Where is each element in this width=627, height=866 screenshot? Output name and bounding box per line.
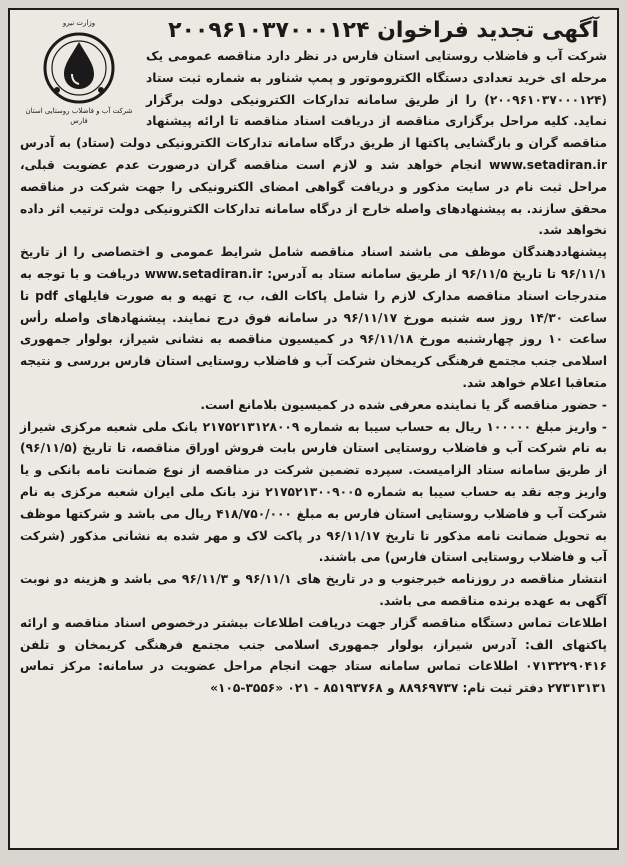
company-logo xyxy=(20,18,138,126)
advertisement-content xyxy=(10,10,617,700)
publication-paragraph: انتشار مناقصه در روزنامه خبرجنوب و در تاریخ های ۹۶/۱۱/۱ و ۹۶/۱۱/۳ می باشد و هزینه دو نوبت آگهی به عهده برنده مناقصه می باشد. xyxy=(20,572,607,608)
intro-paragraph: شرکت آب و فاضلاب روستایی استان فارس در نظر دارد مناقصه عمومی یک مرحله ای خرید تعدادی دستگاه الکتروموتور و پمپ شناور به شماره ثبت ستاد (۲۰۰۹۶۱۰۳۷۰۰۰۱۲۴) را از طریق سامانه تدارکات الکترونیکی دولت برگزار نماید. کلیه مراحل برگزاری مناقصه از دریافت اسناد مناقصه تا ارائه پیشنهاد مناقصه گران و بازگشایی پاکتها از طریق درگاه سامانه تدارکات الکترونیکی دولت (ستاد) به آدرس www.setadiran.ir انجام خواهد شد و لازم است مناقصه گران درصورت عدم عضویت قبلی، مراحل ثبت نام در سایت مذکور و دریافت گواهی امضای الکترونیکی را جهت شرکت در مناقصه محقق سازند. به پیشنهادهای واصله خارج از درگاه سامانه تدارکات الکترونیکی دولت ترتیب اثر داده نخواهد شد. xyxy=(20,49,607,238)
documents-paragraph: پیشنهاددهندگان موظف می باشند اسناد مناقصه شامل شرایط عمومی و اختصاصی را از تاریخ ۹۶/۱۱/۱ تا تاریخ ۹۶/۱۱/۵ از طریق سامانه ستاد به آدرس: www.setadiran.ir دریافت و با توجه به مندرجات اسناد مناقصه مدارک لازم را شامل پاکات الف، ب، ج تهیه و به صورت فایلهای pdf تا ساعت ۱۴/۳۰ روز سه شنبه مورخ ۹۶/۱۱/۱۷ در سامانه فوق درج نمایند. پیشنهادهای واصله رأس ساعت ۱۰ روز چهارشنبه مورخ ۹۶/۱۱/۱۸ در کمیسیون مناقصه به نشانی شیراز، بولوار جمهوری اسلامی جنب مجتمع فرهنگی کریمخان شرکت آب و فاضلاب روستایی استان فارس بررسی و نتیجه متعاقبا اعلام خواهد شد. xyxy=(20,245,607,390)
attendance-paragraph: - حضور مناقصه گر یا نماینده معرفی شده در کمیسیون بلامانع است. xyxy=(200,397,607,412)
advertisement-page xyxy=(8,8,619,850)
ministry-label: وزارت نیرو xyxy=(62,19,96,27)
payment-paragraph: - واریز مبلغ ۱۰۰۰۰۰ ریال به حساب سیبا به شماره ۲۱۷۵۲۱۳۱۲۸۰۰۹ بانک ملی شعبه مرکزی شیراز به نام شرکت آب و فاضلاب روستایی استان فارس بابت فروش اوراق مناقصه، تا تاریخ (۹۶/۱۱/۵) از طریق سامانه ستاد الزامیست. سپرده تضمین شرکت در مناقصه از نوع ضمانت نامه بانکی و یا واریز وجه نقد به حساب سیبا به شماره ۲۱۷۵۲۱۳۰۰۹۰۰۵ نزد بانک ملی ایران شعبه مرکزی به نام شرکت آب و فاضلاب روستایی استان فارس به مبلغ ۴۱۸/۷۵۰/۰۰۰ ریال می باشد و شرکتها موظف به تحویل ضمانت نامه مذکور تا تاریخ ۹۶/۱۱/۱۷ در پاکت لاک و مهر شده به نشانی مذکور (شرکت آب و فاضلاب روستایی استان فارس) می باشند. xyxy=(20,419,608,565)
page-title: آگهی تجدید فراخوان ۲۰۰۹۶۱۰۳۷۰۰۰۱۲۴ xyxy=(168,18,599,43)
contact-paragraph: اطلاعات تماس دستگاه مناقصه گزار جهت دریافت اطلاعات بیشتر درخصوص اسناد مناقصه و ارائه پاکتهای الف: آدرس شیراز، بولوار جمهوری اسلامی جنب مجتمع فرهنگی کریمخان و تلفن ۰۷۱۳۲۲۹۰۴۱۶ اطلاعات تماس سامانه ستاد جهت انجام مراحل عضویت در سامانه: مرکز تماس ۲۷۳۱۳۱۳۱ دفتر ثبت نام: ۸۸۹۶۹۷۳۷ و ۸۵۱۹۳۷۶۸ - ۰۲۱ «۳۵۵۶-۱۰۵» xyxy=(20,615,607,696)
company-logo-text: شرکت آب و فاضلاب روستایی استان فارس xyxy=(25,107,133,125)
water-drop-logo-icon xyxy=(37,28,121,106)
